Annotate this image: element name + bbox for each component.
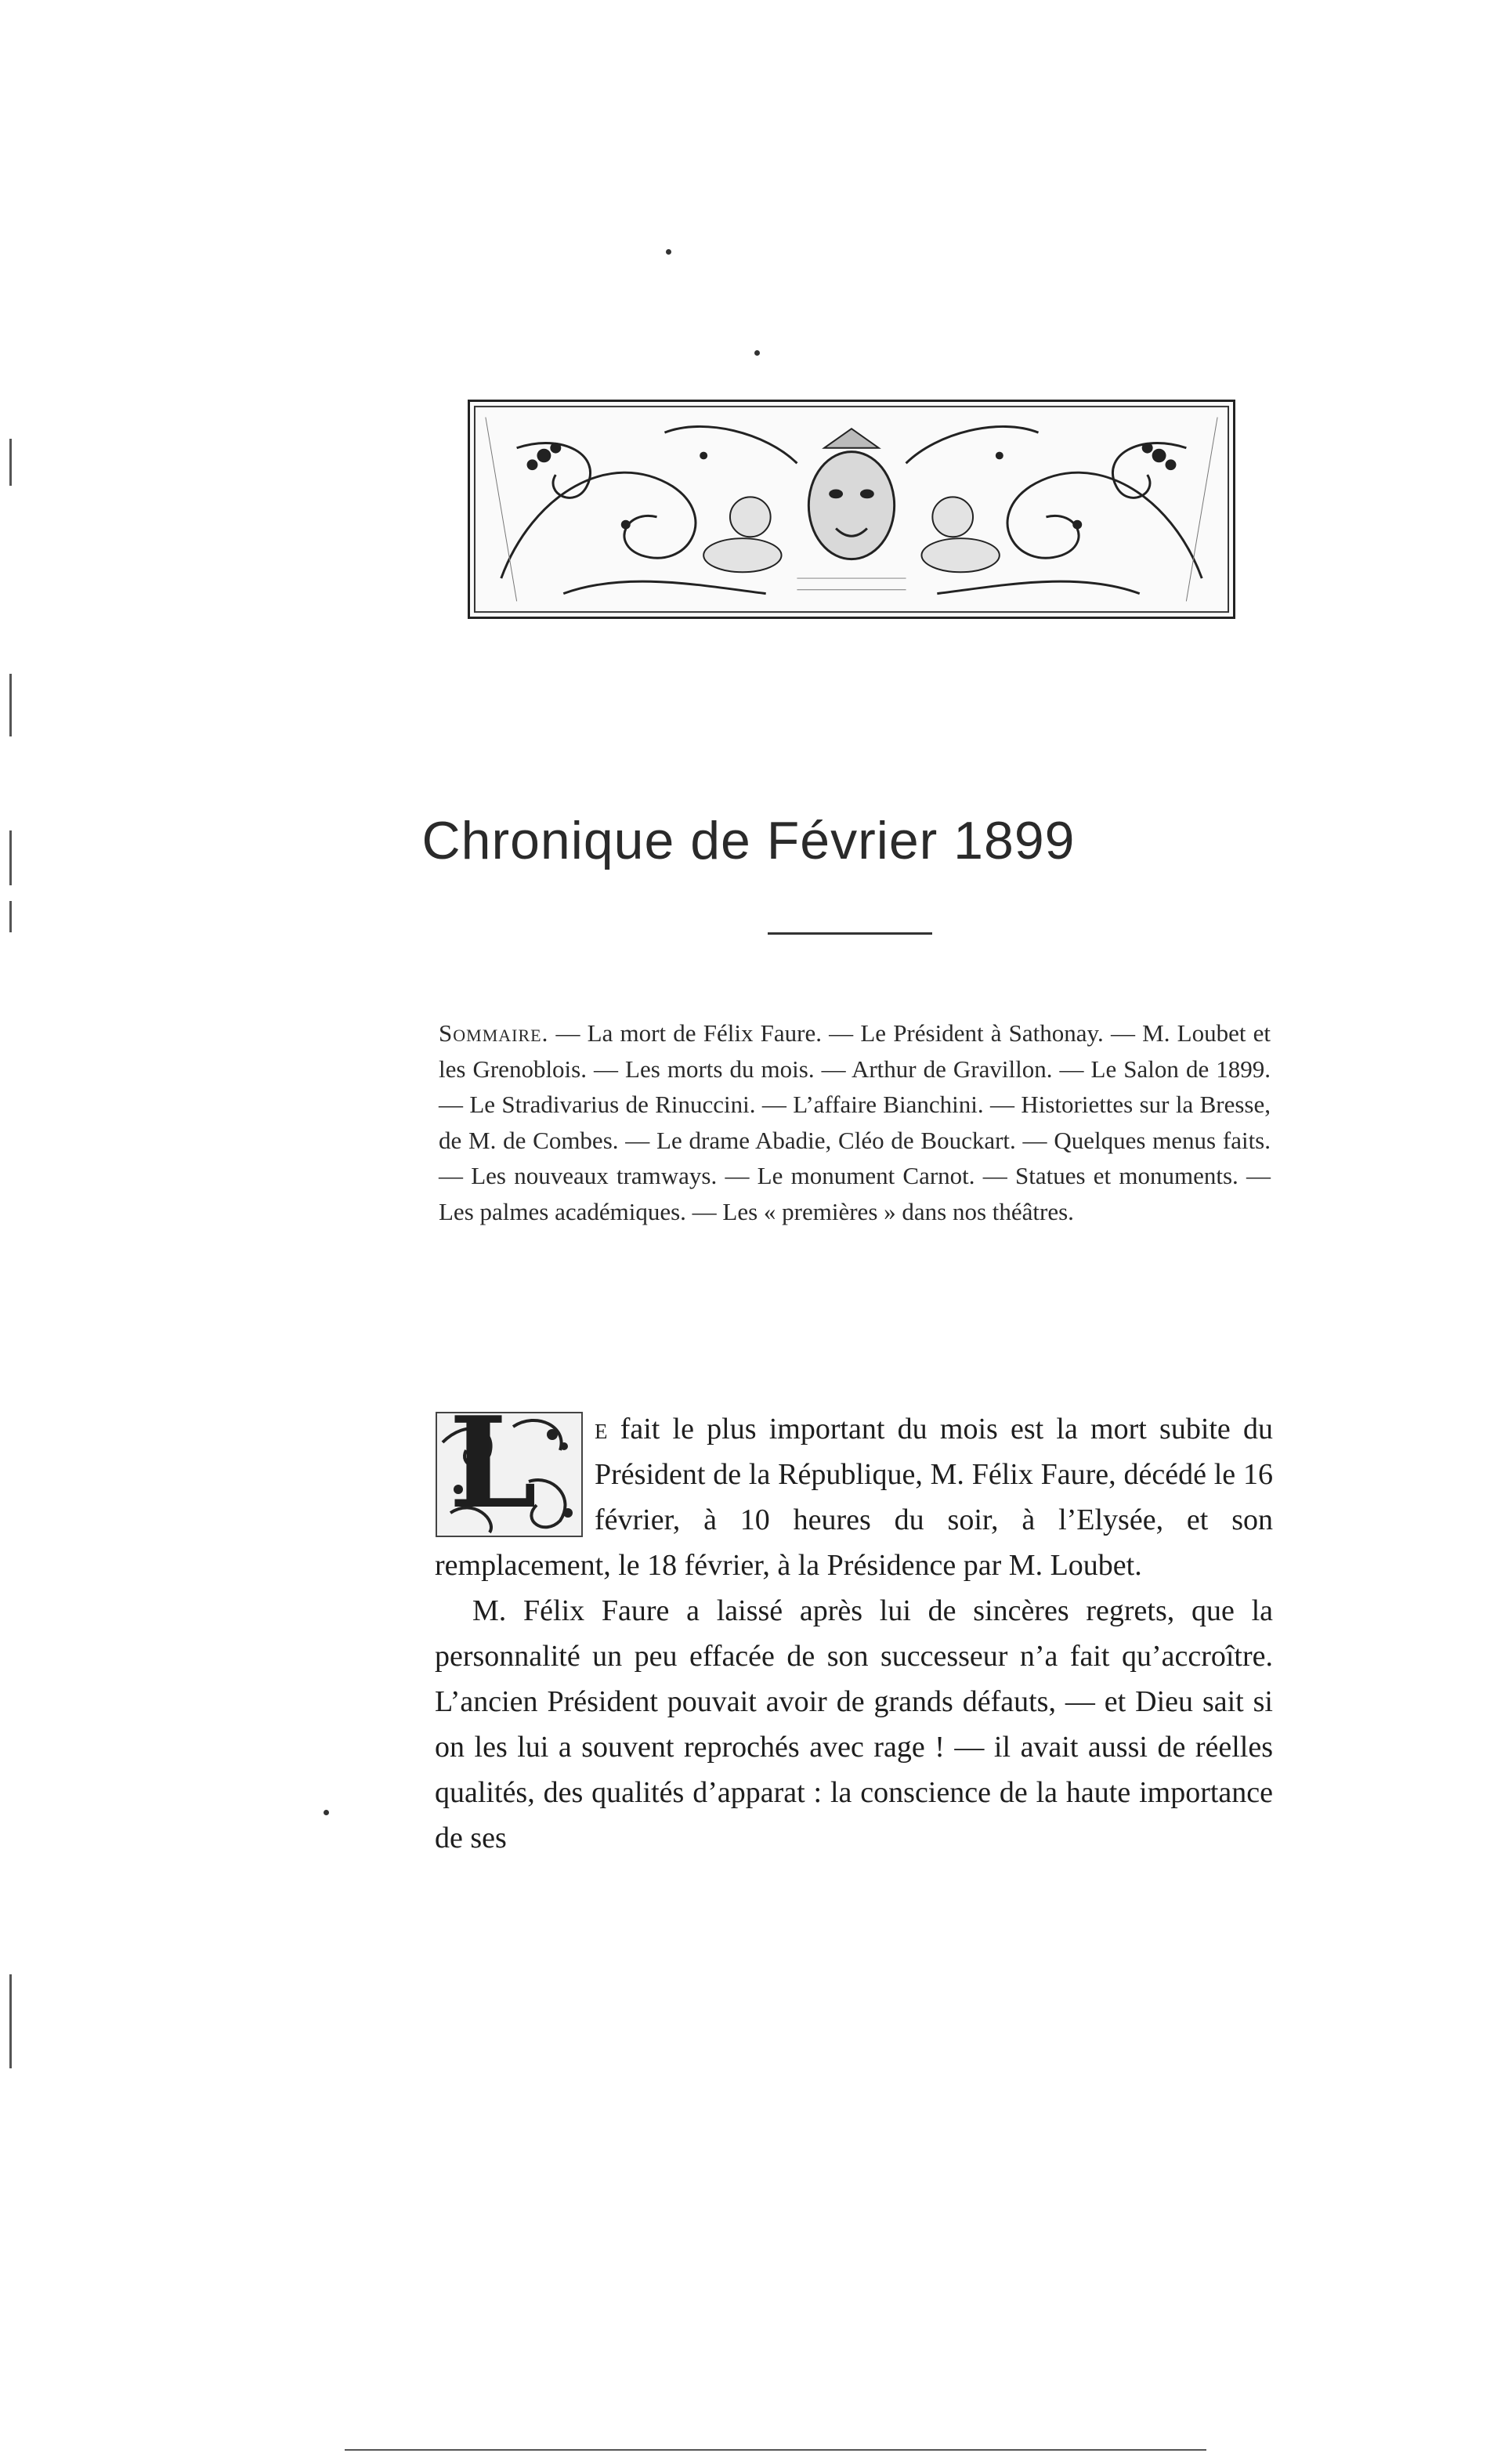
body-text — [435, 1389, 1273, 1861]
left-cherub-ornament — [703, 497, 781, 572]
body-paragraph-1 — [435, 1389, 1273, 1588]
ornamental-headpiece — [468, 400, 1235, 619]
paragraph-1-text: fait le plus important du mois est la mort subite du Président de la République, M. Félix Faure, décédé le 16 février, à 10 heures du soir, à l’Elysée, et son remplacement, le 18 février, à la Présidence par M. Loubet. — [435, 1413, 1273, 1582]
scan-mark-bottom — [345, 2449, 1206, 2451]
dropcap-letter: L — [449, 1389, 537, 1536]
margin-dot-1 — [666, 249, 671, 255]
summary-text: — La mort de Félix Faure. — Le Président à Sathonay. — M. Loubet et les Grenoblois. — Les morts du mois. — Arthur de Gravillon. — Le Salon de 1899. — Le Stradivarius de Rinuccini. — L’affaire Bianchini. — Historiettes sur la Bresse, de M. de Combes. — Le drame Abadie, Cléo de Bouckart. — Quelques menus faits. — Les nouveaux tramways. — Le monument Carnot. — Statues et monuments. — Les palmes académiques. — Les « premières » dans nos théâtres. — [439, 1019, 1271, 1225]
summary-paragraph — [439, 1015, 1271, 1229]
ornamental-dropcap — [435, 1389, 584, 1538]
margin-dot-2 — [754, 350, 760, 356]
scan-mark-left-1 — [9, 439, 12, 486]
scan-mark-left-5 — [9, 1974, 12, 2068]
scan-mark-left-2 — [9, 674, 12, 736]
margin-dot-3 — [324, 1810, 329, 1815]
summary-lead: Sommaire. — [439, 1019, 549, 1047]
right-cherub-ornament — [921, 497, 999, 572]
title-divider — [768, 932, 932, 935]
chapter-title: Chronique de Février 1899 — [421, 811, 1076, 870]
mask-face-ornament — [808, 429, 894, 559]
scan-mark-left-4 — [9, 901, 12, 932]
body-paragraph-2: M. Félix Faure a laissé après lui de sincères regrets, que la personnalité un peu effacée de son successeur n’a fait qu’accroître. L’ancien Président pouvait avoir de grands défauts, — et Dieu sait si on les lui a souvent reprochés avec rage ! — il avait aussi de réelles qualités, des qualités d’apparat : la conscience de la haute importance de ses — [435, 1594, 1273, 1854]
first-word-rest: e — [595, 1413, 608, 1445]
